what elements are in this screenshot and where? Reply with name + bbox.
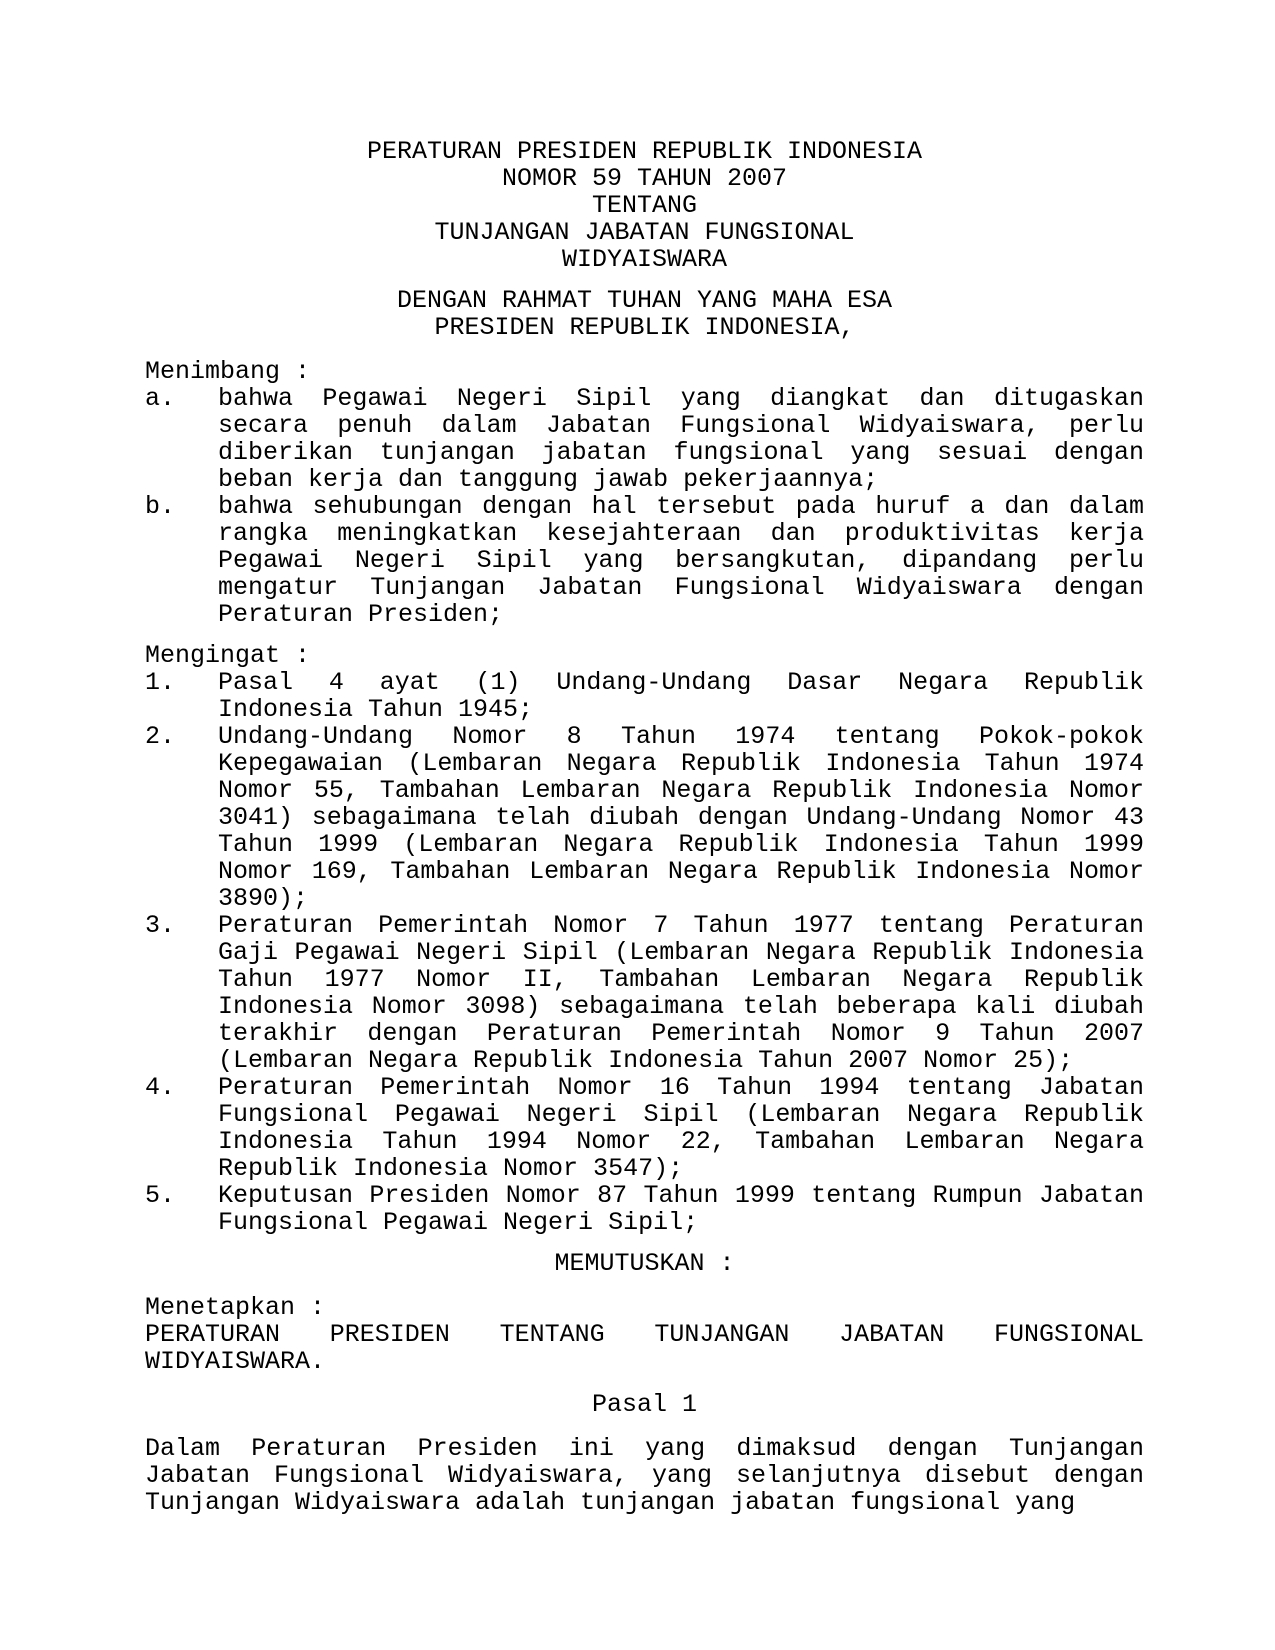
menimbang-item-a [145, 385, 1144, 493]
mengingat-item-2 [145, 723, 1144, 912]
mengingat-item-5 [145, 1182, 1144, 1236]
title-line-2: NOMOR 59 TAHUN 2007 [501, 164, 788, 193]
menimbang-label: Menimbang : [145, 357, 311, 386]
title-line-4: TUNJANGAN JABATAN FUNGSIONAL [434, 218, 855, 247]
mengingat-section [145, 642, 1144, 1236]
mengingat-item-4 [145, 1074, 1144, 1182]
mengingat-item-1 [145, 669, 1144, 723]
item-marker: 3. [145, 911, 176, 940]
item-text: Peraturan Pemerintah Nomor 16 Tahun 1994 tentang Jabatan Fungsional Pegawai Negeri Sipil (Lembaran Negara Republik Indonesia Tahun 1994 Nomor 22, Tambahan Lembaran Negara Republik Indonesia Nomor 3547); [218, 1073, 1144, 1183]
menetapkan-label: Menetapkan : [145, 1293, 326, 1322]
title-line-3: TENTANG [591, 191, 698, 220]
item-marker: 4. [145, 1073, 176, 1102]
menetapkan-section [145, 1294, 1144, 1375]
item-text: Undang-Undang Nomor 8 Tahun 1974 tentang Pokok-pokok Kepegawaian (Lembaran Negara Republik Indonesia Tahun 1974 Nomor 55, Tambahan Lembaran Negara Republik Indonesia Nomor 3041) sebagaimana telah diubah dengan Undang-Undang Nomor 43 Tahun 1999 (Lembaran Negara Republik Indonesia Tahun 1999 Nomor 169, Tambahan Lembaran Negara Republik Indonesia Nomor 3890); [218, 722, 1144, 913]
item-marker: 1. [145, 668, 176, 697]
item-text: Pasal 4 ayat (1) Undang-Undang Dasar Negara Republik Indonesia Tahun 1945; [218, 668, 1144, 724]
menetapkan-text: PERATURAN PRESIDEN TENTANG TUNJANGAN JABATAN FUNGSIONAL WIDYAISWARA. [145, 1320, 1144, 1376]
item-marker: b. [145, 492, 176, 521]
item-text: bahwa Pegawai Negeri Sipil yang diangkat dan ditugaskan secara penuh dalam Jabatan Fungsional Widyaiswara, perlu diberikan tunjangan jabatan fungsional yang sesuai dengan beban kerja dan tanggung jawab pekerjaannya; [218, 384, 1144, 494]
preamble-line-1: DENGAN RAHMAT TUHAN YANG MAHA ESA [396, 286, 893, 315]
preamble-line-2: PRESIDEN REPUBLIK INDONESIA, [434, 313, 855, 342]
pasal-1-heading: Pasal 1 [591, 1390, 698, 1419]
preamble-block [145, 287, 1144, 341]
item-marker: a. [145, 384, 176, 413]
title-line-1: PERATURAN PRESIDEN REPUBLIK INDONESIA [366, 137, 923, 166]
menimbang-item-b [145, 493, 1144, 628]
document-title-block [145, 138, 1144, 273]
title-line-5: WIDYAISWARA [561, 245, 728, 274]
mengingat-item-3 [145, 912, 1144, 1074]
item-marker: 5. [145, 1181, 176, 1210]
mengingat-label: Mengingat : [145, 641, 311, 670]
item-marker: 2. [145, 722, 176, 751]
memutuskan-heading: MEMUTUSKAN : [554, 1249, 735, 1278]
pasal-1-text: Dalam Peraturan Presiden ini yang dimaksud dengan Tunjangan Jabatan Fungsional Widyaiswara, yang selanjutnya disebut dengan Tunjangan Widyaiswara adalah tunjangan jabatan fungsional yang [145, 1434, 1144, 1517]
item-text: bahwa sehubungan dengan hal tersebut pada huruf a dan dalam rangka meningkatkan kesejahteraan dan produktivitas kerja Pegawai Negeri Sipil yang bersangkutan, dipandang perlu mengatur Tunjangan Jabatan Fungsional Widyaiswara dengan Peraturan Presiden; [218, 492, 1144, 629]
item-text: Peraturan Pemerintah Nomor 7 Tahun 1977 tentang Peraturan Gaji Pegawai Negeri Sipil (Lembaran Negara Republik Indonesia Tahun 1977 Nomor II, Tambahan Lembaran Negara Republik Indonesia Nomor 3098) sebagaimana telah beberapa kali diubah terakhir dengan Peraturan Pemerintah Nomor 9 Tahun 2007 (Lembaran Negara Republik Indonesia Tahun 2007 Nomor 25); [218, 911, 1144, 1075]
item-text: Keputusan Presiden Nomor 87 Tahun 1999 tentang Rumpun Jabatan Fungsional Pegawai Negeri Sipil; [218, 1181, 1144, 1237]
menimbang-section [145, 358, 1144, 628]
